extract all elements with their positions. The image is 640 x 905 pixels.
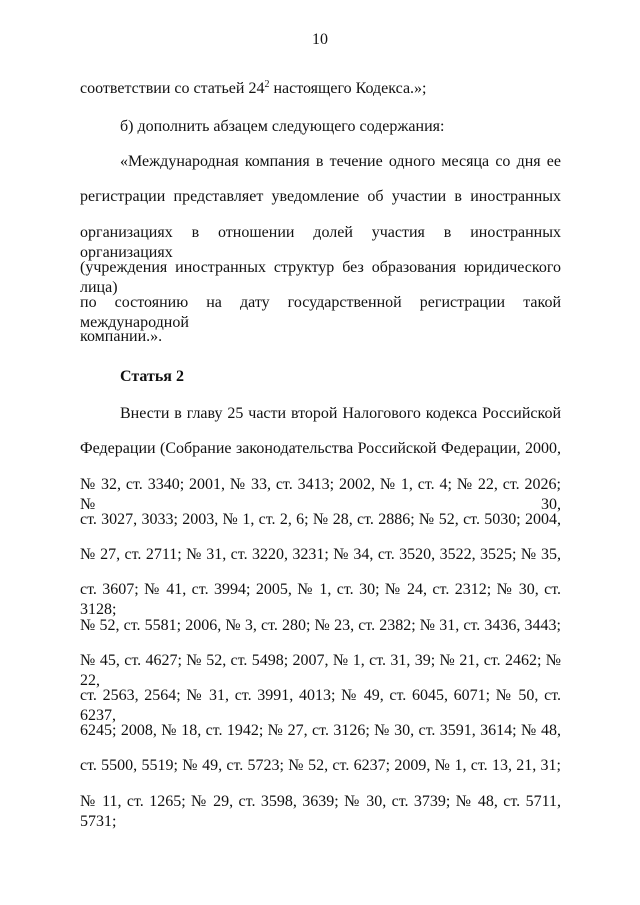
text-line: регистрации представляет уведомление об участии в иностранных — [80, 188, 561, 205]
text-line: (учреждения иностранных структур без образования юридического лица) — [80, 259, 561, 296]
text-line: ст. 5500, 5519; № 49, ст. 5723; № 52, ст. 6237; 2009, № 1, ст. 13, 21, 31; — [80, 757, 561, 774]
text-line: № 11, ст. 1265; № 29, ст. 3598, 3639; № 30, ст. 3739; № 48, ст. 5711, 5731; — [80, 793, 561, 830]
text-line: ст. 2563, 2564; № 31, ст. 3991, 4013; № 49, ст. 6045, 6071; № 50, ст. 6237, — [80, 687, 561, 724]
text-line — [80, 79, 561, 99]
text-line: № 32, ст. 3340; 2001, № 33, ст. 3413; 2002, № 1, ст. 4; № 22, ст. 2026; № 30, — [80, 476, 561, 513]
text-line: «Международная компания в течение одного месяца со дня ее — [120, 153, 561, 170]
text-line: Федерации (Собрание законодательства Российской Федерации, 2000, — [80, 440, 561, 457]
text-line: организациях в отношении долей участия в иностранных организациях — [80, 224, 561, 261]
text-fragment: соответствии со статьей 24 — [80, 80, 265, 97]
superscript: 2 — [264, 79, 270, 90]
page-number: 10 — [312, 31, 328, 48]
text-line: 6245; 2008, № 18, ст. 1942; № 27, ст. 3126; № 30, ст. 3591, 3614; № 48, — [80, 722, 561, 739]
text-line: ст. 3607; № 41, ст. 3994; 2005, № 1, ст. 30; № 24, ст. 2312; № 30, ст. 3128; — [80, 581, 561, 618]
text-fragment: настоящего Кодекса.»; — [269, 80, 427, 97]
text-line: № 52, ст. 5581; 2006, № 3, ст. 280; № 23, ст. 2382; № 31, ст. 3436, 3443; — [80, 617, 561, 634]
text-line: № 27, ст. 2711; № 31, ст. 3220, 3231; № 34, ст. 3520, 3522, 3525; № 35, — [80, 546, 561, 563]
text-line: Внести в главу 25 части второй Налогового кодекса Российской — [120, 405, 561, 422]
text-line: ст. 3027, 3033; 2003, № 1, ст. 2, 6; № 28, ст. 2886; № 52, ст. 5030; 2004, — [80, 511, 561, 528]
article-heading: Статья 2 — [120, 368, 184, 385]
text-line: компании.». — [80, 328, 163, 345]
text-line: № 45, ст. 4627; № 52, ст. 5498; 2007, № 1, ст. 31, 39; № 21, ст. 2462; № 22, — [80, 652, 561, 689]
text-line: б) дополнить абзацем следующего содержания: — [120, 118, 445, 135]
text-line: по состоянию на дату государственной регистрации такой международной — [80, 294, 561, 331]
